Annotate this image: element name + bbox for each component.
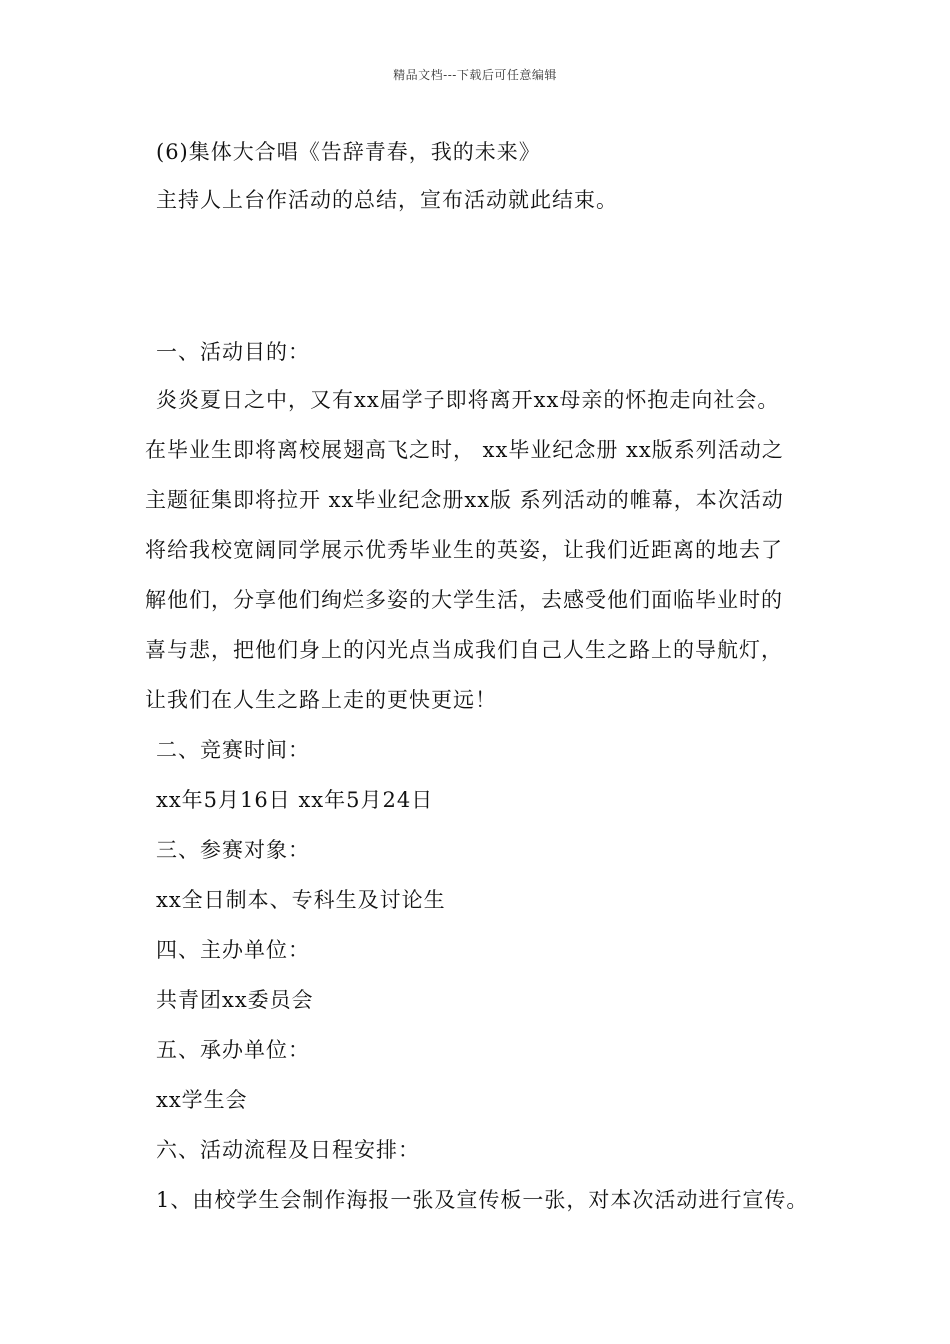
section-1-paragraph-line: 解他们，分享他们绚烂多姿的大学生活，去感受他们面临毕业时的 [145, 588, 783, 612]
section-3-content: xx全日制本、专科生及讨论生 [156, 888, 446, 912]
section-3-heading: 三、参赛对象： [156, 838, 310, 862]
section-1-paragraph-line: 主题征集即将拉开 xx毕业纪念册xx版 系列活动的帷幕，本次活动 [145, 488, 784, 512]
section-1-paragraph-line: 让我们在人生之路上走的更快更远！ [145, 688, 497, 712]
section-1-paragraph-line: 炎炎夏日之中，又有xx届学子即将离开xx母亲的怀抱走向社会。 [156, 388, 780, 412]
section-1-paragraph-line: 喜与悲，把他们身上的闪光点当成我们自己人生之路上的导航灯， [145, 638, 783, 662]
section-1-paragraph-line: 将给我校宽阔同学展示优秀毕业生的英姿，让我们近距离的地去了 [145, 538, 783, 562]
section-4-heading: 四、主办单位： [156, 938, 310, 962]
section-4-content: 共青团xx委员会 [156, 988, 314, 1012]
program-item-6: (6)集体大合唱《告辞青春，我的未来》 [156, 140, 541, 164]
section-1-heading: 一、活动目的： [156, 340, 310, 364]
page-header: 精品文档---下载后可任意编辑 [393, 68, 557, 82]
closing-summary: 主持人上台作活动的总结，宣布活动就此结束。 [156, 188, 618, 212]
section-2-content: xx年5月16日 xx年5月24日 [156, 788, 434, 812]
section-5-content: xx学生会 [156, 1088, 248, 1112]
section-2-heading: 二、竞赛时间： [156, 738, 310, 762]
section-5-heading: 五、承办单位： [156, 1038, 310, 1062]
section-1-paragraph-line: 在毕业生即将离校展翅高飞之时， xx毕业纪念册 xx版系列活动之 [145, 438, 784, 462]
section-6-heading: 六、活动流程及日程安排： [156, 1138, 420, 1162]
section-6-item-1: 1、由校学生会制作海报一张及宣传板一张，对本次活动进行宣传。 [156, 1188, 809, 1212]
